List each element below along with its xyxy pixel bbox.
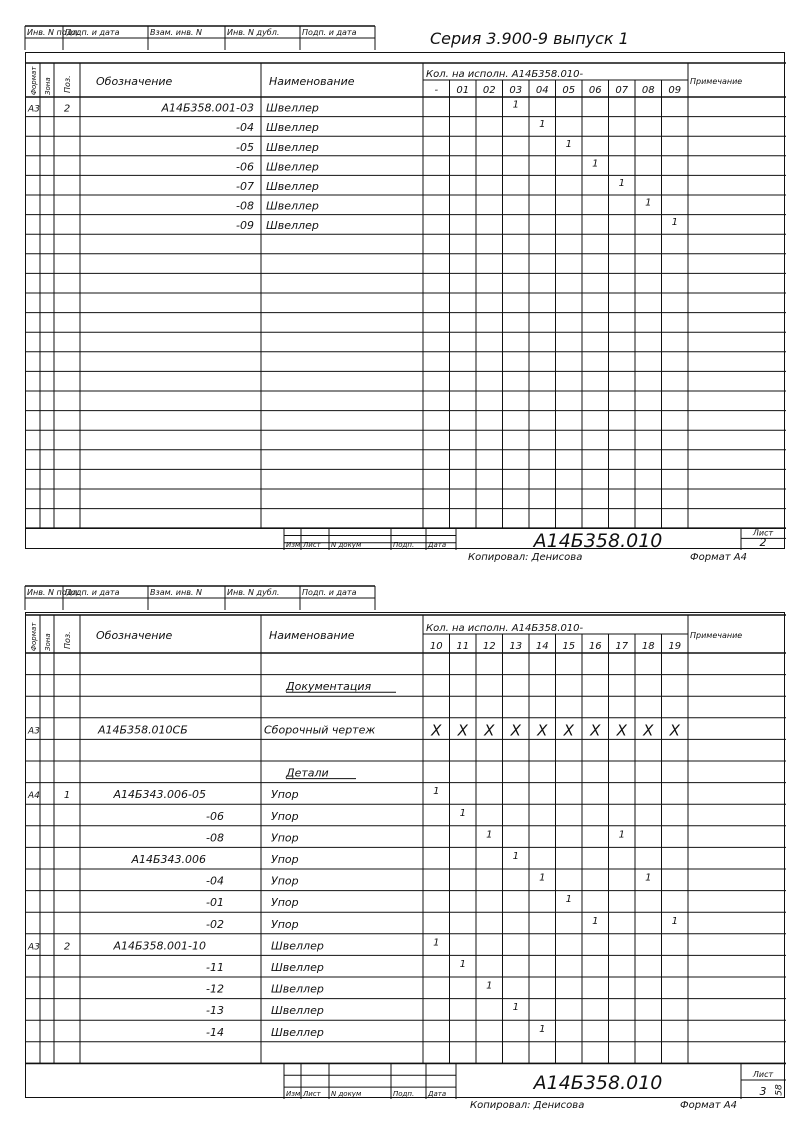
sheet2-row-designation: А14Б358.001-03	[161, 101, 254, 115]
sheet3-col-designation: Обозначение	[96, 629, 173, 642]
sheet2-sheet-label: Лист	[752, 528, 774, 538]
sheet2-row-designation: -08	[236, 199, 254, 213]
sheet3-row-name: Упор	[271, 853, 299, 866]
sheet2-row-qty: 1	[592, 158, 599, 170]
sheet2-approval-label-4: Подп. и дата	[302, 28, 357, 37]
sheet3-assembly-mark: X	[616, 721, 627, 740]
sheet3-assembly-mark: X	[669, 721, 680, 740]
sheet3-assembly-mark: X	[457, 721, 468, 740]
sheet3-tb-label-4: Дата	[428, 1090, 447, 1098]
sheet3-approval-label-1: Подп. и дата	[65, 588, 120, 597]
sheet2-row-qty: 1	[539, 119, 546, 131]
sheet3-tb-label-2: N докум	[331, 1090, 362, 1098]
sheet2-row-designation: -05	[236, 140, 254, 154]
sheet3-approval-label-0: Инв. N подл.	[27, 588, 80, 597]
sheet3-approval-label-2: Взам. инв. N	[150, 588, 202, 597]
sheet3-row-qty: 1	[486, 829, 493, 841]
sheet3-row-qty: 1	[539, 872, 546, 884]
sheet3-approval-label-3: Инв. N дубл.	[227, 588, 280, 597]
sheet3-assembly-mark: X	[563, 721, 574, 740]
sheet2-col-name: Наименование	[269, 75, 355, 88]
sheet3-row-qty: 1	[486, 980, 493, 992]
sheet3-col-qty: Кол. на исполн. А14Б358.010-	[426, 623, 584, 634]
spec-sheet-3	[25, 612, 785, 1098]
sheet3-row-qty: 1	[645, 872, 652, 884]
sheet3-doc-number: А14Б358.010	[533, 1072, 663, 1095]
sheet3-row-qty: 1	[433, 937, 440, 949]
sheet2-row-qty: 1	[618, 178, 625, 189]
spec-sheet-2	[25, 52, 785, 553]
sheet2-row-designation: -09	[236, 219, 254, 233]
sheet3-assembly-mark: X	[484, 721, 495, 740]
sheet3-variant-5: 15	[562, 641, 576, 652]
sheet2-tb-label-1: Лист	[303, 541, 321, 549]
sheet2-variant-9: 09	[668, 85, 682, 96]
sheet2-row-name: Швеллер	[266, 180, 319, 193]
sheet3-row-name: Упор	[271, 831, 299, 845]
sheet2-row-qty: 1	[645, 197, 652, 209]
sheet2-sheet-no: 2	[759, 536, 767, 549]
sheet3-section-docs: Документация	[286, 680, 372, 694]
sheet3-tb-label-3: Подп.	[393, 1090, 415, 1098]
sheet3-assembly-name: Сборочный чертеж	[264, 723, 376, 737]
sheet3-row-pos: 1	[63, 790, 71, 802]
sheet2-row-name: Швеллер	[266, 199, 319, 213]
sheet3-row-qty: 1	[512, 1002, 519, 1014]
sheet2-row-format: А3	[28, 104, 40, 115]
sheet-3-footer-copied: Копировал: Денисова	[470, 1100, 585, 1111]
sheet2-tb-label-2: N докум	[331, 541, 362, 549]
sheet2-col-pos: Поз.	[63, 75, 72, 93]
sheet3-row-designation: -02	[206, 917, 224, 931]
sheet-3-grid	[26, 613, 786, 1099]
sheet3-variant-8: 18	[641, 641, 655, 652]
sheet2-col-designation: Обозначение	[96, 75, 173, 88]
sheet2-variant-7: 07	[615, 85, 629, 96]
sheet3-row-name: Швеллер	[271, 939, 324, 953]
sheet2-variant-2: 02	[482, 85, 496, 96]
sheet3-variant-0: 10	[429, 641, 443, 652]
sheet-2-approval-strip	[0, 0, 800, 60]
sheet2-variant-8: 08	[641, 85, 655, 96]
sheet3-row-qty: 1	[459, 807, 466, 819]
sheet2-approval-label-0: Инв. N подл.	[27, 28, 80, 37]
sheet3-row-name: Упор	[271, 896, 299, 910]
sheet3-assembly-mark: X	[431, 721, 442, 740]
sheet3-col-notes: Примечание	[690, 631, 743, 640]
sheet2-approval-label-1: Подп. и дата	[65, 28, 120, 37]
sheet3-sheet-no: 3	[759, 1085, 767, 1098]
sheet3-assembly-mark: X	[643, 721, 654, 740]
sheet-3-footer-format: Формат А4	[680, 1100, 737, 1111]
sheet2-col-qty: Кол. на исполн. А14Б358.010-	[426, 69, 584, 80]
sheet3-tb-label-1: Лист	[303, 1090, 321, 1098]
sheet3-row-designation: А14Б343.006	[131, 853, 206, 866]
sheet2-row-qty: 1	[512, 99, 519, 111]
sheet3-variant-4: 14	[535, 641, 549, 652]
sheet3-section-parts: Детали	[286, 766, 329, 780]
sheet-2-footer-format: Формат А4	[690, 552, 747, 563]
sheet3-variant-2: 12	[482, 641, 496, 652]
sheet2-variant-6: 06	[588, 85, 602, 96]
sheet3-row-designation: -11	[206, 961, 224, 974]
sheet3-row-qty: 1	[565, 894, 572, 906]
sheet3-row-designation: -08	[206, 831, 224, 845]
sheet3-row-designation: -12	[206, 982, 224, 996]
sheet3-row-pos: 2	[63, 941, 71, 953]
series-title: Серия 3.900-9 выпуск 1	[430, 29, 629, 48]
sheet3-row-qty: 1	[433, 786, 440, 798]
sheet3-row-qty: 1	[671, 915, 678, 927]
sheet3-row-qty: 1	[539, 1023, 546, 1035]
sheet2-variant-0: -	[434, 85, 439, 96]
sheet3-row-designation: -04	[206, 874, 224, 888]
sheet3-row-designation: -13	[206, 1004, 224, 1018]
sheet3-assembly-designation: А14Б358.010СБ	[98, 723, 188, 737]
sheet3-assembly-mark: X	[537, 721, 548, 740]
sheet3-col-format: Формат	[30, 622, 38, 651]
sheet2-approval-label-2: Взам. инв. N	[150, 28, 202, 37]
sheet3-row-designation: -06	[206, 809, 224, 823]
sheet3-assembly-mark: X	[510, 721, 521, 740]
sheet2-row-name: Швеллер	[266, 140, 319, 154]
sheet3-row-designation: А14Б343.006-05	[113, 788, 206, 802]
sheet2-row-pos: 2	[63, 103, 71, 115]
sheet2-row-designation: -07	[236, 180, 254, 193]
sheet3-row-format: А4	[28, 791, 40, 802]
sheet3-col-pos: Поз.	[63, 631, 72, 649]
sheet2-approval-label-3: Инв. N дубл.	[227, 28, 280, 37]
sheet-3-margin-number: 58	[774, 1084, 785, 1096]
sheet3-tb-label-0: Изм	[286, 1090, 301, 1098]
sheet2-row-designation: -06	[236, 160, 254, 174]
sheet3-variant-7: 17	[615, 641, 629, 652]
sheet3-row-designation: А14Б358.001-10	[113, 939, 206, 953]
sheet-3-approval-strip	[0, 582, 800, 622]
sheet3-row-name: Швеллер	[271, 1004, 324, 1018]
sheet3-row-designation: -14	[206, 1025, 224, 1039]
sheet3-approval-label-4: Подп. и дата	[302, 588, 357, 597]
sheet3-row-name: Упор	[271, 917, 299, 931]
sheet2-row-name: Швеллер	[266, 219, 319, 233]
sheet3-sheet-label: Лист	[752, 1070, 774, 1080]
sheet3-row-qty: 1	[459, 959, 466, 970]
sheet-2-grid	[26, 53, 786, 553]
sheet2-tb-label-3: Подп.	[393, 541, 415, 549]
sheet3-row-designation: -01	[206, 896, 224, 910]
sheet2-col-zone: Зона	[44, 77, 52, 95]
sheet-2-footer-copied: Копировал: Денисова	[468, 552, 583, 563]
sheet2-row-qty: 1	[671, 217, 678, 229]
sheet3-variant-9: 19	[668, 641, 682, 652]
sheet3-col-name: Наименование	[269, 629, 355, 642]
sheet3-row-name: Упор	[271, 809, 299, 823]
sheet2-variant-5: 05	[562, 85, 576, 96]
sheet2-row-name: Швеллер	[266, 101, 319, 115]
sheet2-row-name: Швеллер	[266, 121, 319, 135]
sheet3-col-zone: Зона	[44, 633, 52, 651]
sheet3-row-name: Швеллер	[271, 982, 324, 996]
sheet3-row-name: Упор	[271, 874, 299, 888]
sheet2-row-qty: 1	[565, 138, 572, 150]
sheet2-variant-4: 04	[535, 85, 549, 96]
sheet3-assembly-format: А3	[28, 726, 40, 737]
sheet2-doc-number: А14Б358.010	[533, 530, 663, 553]
sheet3-row-qty: 1	[512, 851, 519, 862]
sheet2-variant-1: 01	[456, 85, 470, 96]
sheet2-tb-label-4: Дата	[428, 541, 447, 549]
sheet3-variant-6: 16	[588, 641, 602, 652]
sheet3-row-name: Швеллер	[271, 1025, 324, 1039]
sheet3-row-qty: 1	[618, 829, 625, 841]
sheet3-row-name: Швеллер	[271, 961, 324, 974]
sheet2-tb-label-0: Изм	[286, 541, 301, 549]
sheet3-variant-1: 11	[456, 641, 470, 652]
sheet3-row-qty: 1	[592, 915, 599, 927]
sheet2-row-name: Швеллер	[266, 160, 319, 174]
sheet3-row-name: Упор	[271, 788, 299, 802]
sheet3-row-format: А3	[28, 942, 40, 953]
sheet3-variant-3: 13	[509, 641, 523, 652]
sheet3-assembly-mark: X	[590, 721, 601, 740]
sheet2-variant-3: 03	[509, 85, 523, 96]
sheet2-col-format: Формат	[30, 66, 38, 95]
sheet2-col-notes: Примечание	[690, 77, 743, 86]
sheet2-row-designation: -04	[236, 121, 254, 135]
